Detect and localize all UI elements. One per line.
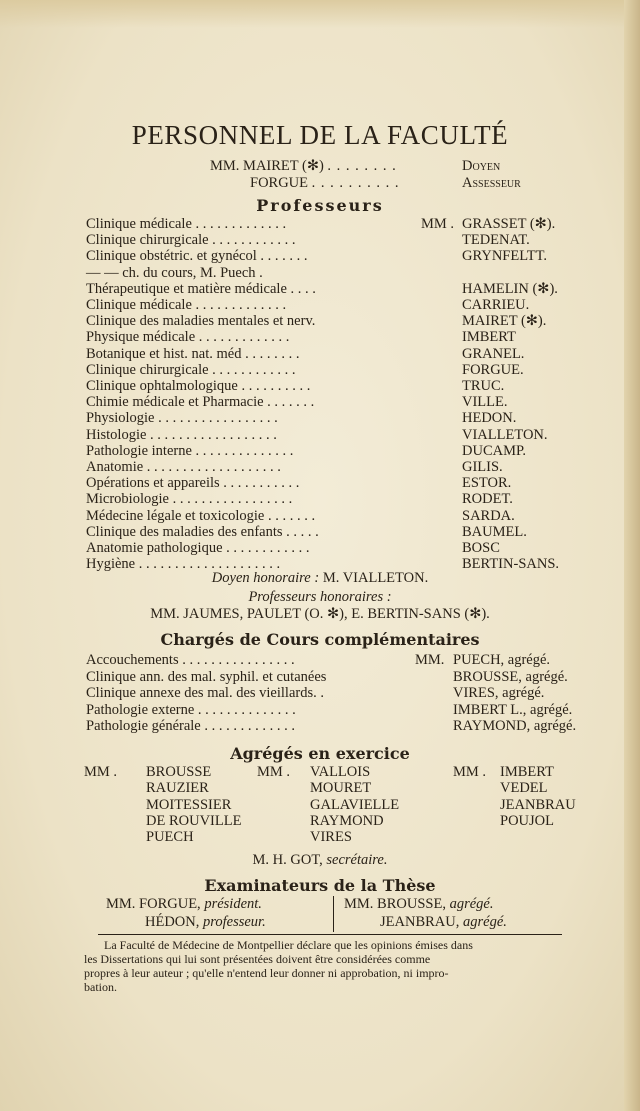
professor-subject: Médecine légale et toxicologie . . . . . . . [86, 507, 316, 524]
honorary-professors-names: MM. JAUMES, PAULET (O. ✻), E. BERTIN-SANS (✻). [150, 606, 490, 622]
agrege-name: RAUZIER [146, 780, 209, 797]
complementary-heading: Chargés de Cours complémentaires [160, 630, 480, 649]
honorary-dean-name: M. VIALLETON. [322, 570, 429, 586]
professor-name: TRUC. [462, 378, 505, 394]
complementary-subject: Pathologie générale . . . . . . . . . . . . . [86, 718, 295, 734]
professor-name: BOSC [462, 540, 500, 556]
professor-subject: Anatomie . . . . . . . . . . . . . . . . . . . [86, 459, 281, 475]
agrege-name: MOITESSIER [146, 796, 232, 813]
professor-subject: Chimie médicale et Pharmacie . . . . . . . [86, 394, 315, 411]
complementary-mm: MM. [415, 652, 445, 668]
professor-name: HAMELIN (✻). [462, 280, 558, 297]
professor-subject: Microbiologie . . . . . . . . . . . . . . . . . [86, 491, 293, 508]
professor-name: VIALLETON. [462, 426, 548, 443]
footer-line: les Dissertations qui lui sont présentées doivent être considérées comme [84, 952, 431, 966]
officer-name: MAIRET (✻) [243, 158, 324, 174]
complementary-subject: Pathologie externe . . . . . . . . . . . . . . [86, 701, 296, 718]
agreges-heading: Agrégés en exercice [230, 744, 410, 763]
professor-name: GRANEL. [462, 345, 525, 362]
professor-subject: Thérapeutique et matière médicale . . . . [86, 280, 316, 297]
agreges-prefix: MM . [257, 764, 291, 780]
examiner-right-2: JEANBRAU, agrégé. [380, 914, 507, 930]
professor-name: BAUMEL. [462, 523, 527, 540]
professor-subject: Clinique des maladies mentales et nerv. [86, 313, 316, 330]
professor-name: BERTIN-SANS. [462, 556, 560, 573]
agrege-name: RAYMOND [310, 812, 384, 829]
complementary-name: PUECH, agrégé. [453, 652, 551, 668]
professor-subject: Clinique chirurgicale . . . . . . . . . . . . [86, 361, 296, 378]
page-right-edge [624, 0, 640, 1111]
secretary-line [0, 852, 640, 870]
examiners-heading: Examinateurs de la Thèse [204, 876, 436, 895]
professor-subject: Botanique et hist. nat. méd . . . . . . . . [86, 345, 300, 362]
agrege-name: BROUSSE [146, 764, 212, 780]
agrege-name: POUJOL [500, 812, 554, 829]
professor-name: GRYNFELTT. [462, 248, 547, 265]
agrege-name: GALAVIELLE [310, 796, 400, 813]
complementary-subject: Accouchements . . . . . . . . . . . . . . . . [86, 652, 295, 668]
examiner-left-1: MM. FORGUE, président. [106, 896, 262, 912]
professor-name: FORGUE. [462, 361, 524, 378]
agrege-name: VEDEL [500, 780, 548, 797]
examiner-left-2: HÉDON, professeur. [145, 914, 266, 930]
honorary-dean-label: Doyen honoraire : [211, 570, 320, 586]
agreges-prefix: MM . [84, 764, 118, 780]
footer-rule [98, 934, 562, 935]
professor-name: ESTOR. [462, 475, 512, 492]
examiner-right-1: MM. BROUSSE, agrégé. [344, 896, 494, 912]
officer-row-assessor [250, 175, 400, 193]
officer-role-dean: Doyen [462, 158, 501, 174]
document-title: PERSONNEL DE LA FACULTÉ [131, 120, 509, 150]
professor-name: MAIRET (✻). [462, 313, 547, 330]
agrege-name: MOURET [310, 780, 372, 797]
professor-name: DUCAMP. [462, 442, 527, 459]
professor-subject: Histologie . . . . . . . . . . . . . . . . . . [86, 426, 277, 443]
page-top-shadow [0, 0, 640, 28]
professor-subject: Physique médicale . . . . . . . . . . . . . [86, 329, 290, 346]
complementary-subject: Clinique annexe des mal. des vieillards. . [86, 685, 324, 701]
professor-name: HEDON. [462, 410, 517, 427]
professor-subject: Clinique des maladies des enfants . . . . . [86, 523, 319, 540]
professor-name: IMBERT [462, 329, 516, 346]
agrege-name: JEANBRAU [500, 796, 576, 813]
footer-line: La Faculté de Médecine de Montpellier déclare que les opinions émises dans [104, 938, 473, 952]
professor-name: RODET. [462, 491, 513, 508]
complementary-name: VIRES, agrégé. [453, 685, 545, 701]
complementary-subject: Clinique ann. des mal. syphil. et cutanées [86, 668, 327, 685]
professor-name: GILIS. [462, 459, 503, 475]
agrege-name: DE ROUVILLE [146, 812, 242, 829]
professor-subject: Clinique obstétric. et gynécol . . . . . . . [86, 248, 308, 265]
leader-dots: . . . . . . . . [327, 158, 397, 174]
officer-prefix: MM. [210, 158, 240, 174]
officer-role-assessor: Assesseur [462, 175, 521, 191]
leader-dots: . . . . . . . . . . [311, 175, 400, 191]
professor-subject: Opérations et appareils . . . . . . . . . . . [86, 475, 300, 492]
professor-subject: Anatomie pathologique . . . . . . . . . . . . [86, 540, 310, 556]
professor-subject: Clinique médicale . . . . . . . . . . . . . [86, 297, 287, 313]
officer-name: FORGUE [250, 175, 309, 191]
professor-name: VILLE. [462, 394, 508, 411]
professor-subject: Physiologie . . . . . . . . . . . . . . . . . [86, 410, 278, 427]
professor-subject: Pathologie interne . . . . . . . . . . . . . . [86, 442, 294, 459]
complementary-name: IMBERT L., agrégé. [453, 701, 573, 718]
professor-name: CARRIEU. [462, 297, 530, 313]
professors-mm: MM . [421, 216, 455, 232]
honorary-professors-label: Professeurs honoraires : [248, 589, 392, 605]
professor-name: TEDENAT. [462, 232, 530, 249]
professors-heading: Professeurs [256, 196, 384, 215]
complementary-name: BROUSSE, agrégé. [453, 668, 568, 685]
agrege-name: IMBERT [500, 764, 554, 780]
agrege-name: PUECH [146, 829, 194, 846]
secretary-name: M. H. GOT, [252, 852, 323, 868]
professor-name: SARDA. [462, 507, 515, 524]
professor-subject: Clinique chirurgicale . . . . . . . . . . . . [86, 232, 296, 249]
agreges-prefix: MM . [453, 764, 487, 780]
examiners-divider [333, 896, 334, 932]
agrege-name: VIRES [310, 829, 352, 846]
professor-subject: — — ch. du cours, M. Puech . [86, 264, 263, 281]
professor-subject: Clinique ophtalmologique . . . . . . . . . . [86, 378, 311, 394]
agrege-name: VALLOIS [310, 764, 371, 780]
professor-name: GRASSET (✻). [462, 216, 556, 232]
footer-line: bation. [84, 980, 117, 994]
honorary-dean-line [0, 570, 640, 588]
footer-line: propres à leur auteur ; qu'elle n'entend leur donner ni approbation, ni impro- [84, 966, 449, 980]
complementary-name: RAYMOND, agrégé. [453, 718, 577, 734]
professor-subject: Clinique médicale . . . . . . . . . . . . . [86, 216, 287, 232]
secretary-role: secrétaire. [326, 852, 388, 868]
officer-row-dean [210, 158, 397, 176]
professor-subject: Hygiène . . . . . . . . . . . . . . . . . . . . [86, 556, 281, 573]
